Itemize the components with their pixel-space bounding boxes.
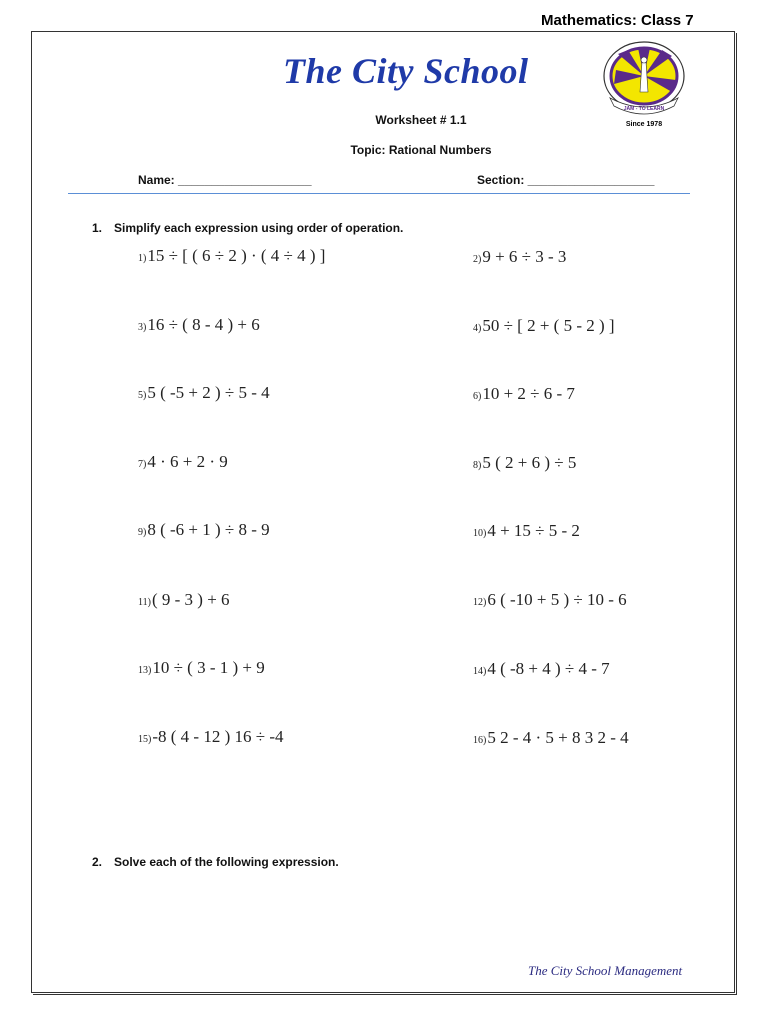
logo-since-text: Since 1978 — [625, 121, 663, 128]
section-field[interactable]: Section: ___________________ — [477, 173, 655, 187]
problem-number: 11) — [138, 597, 151, 608]
problem-number: 1) — [138, 253, 147, 264]
problem-8 — [473, 453, 576, 473]
problem-expression: 4 ( -8 + 4 ) ÷ 4 - 7 — [487, 659, 610, 678]
problem-16 — [473, 728, 629, 748]
problem-number: 4) — [473, 323, 482, 334]
footer-signature: The City School Management — [528, 963, 683, 978]
problem-expression: 50 ÷ [ 2 + ( 5 - 2 ) ] — [482, 316, 615, 335]
problem-number: 8) — [473, 460, 482, 471]
worksheet-topic: Topic: Rational Numbers — [350, 143, 492, 157]
problem-expression: 6 ( -10 + 5 ) ÷ 10 - 6 — [487, 590, 627, 609]
problem-expression: -8 ( 4 - 12 ) 16 ÷ -4 — [152, 727, 284, 746]
question-text: Solve each of the following expression. — [114, 855, 339, 869]
problem-2 — [473, 247, 566, 267]
problem-number: 15) — [138, 734, 152, 745]
problem-number: 13) — [138, 665, 152, 676]
problem-expression: 10 ÷ ( 3 - 1 ) + 9 — [152, 658, 265, 677]
problem-number: 14) — [473, 666, 487, 677]
header-divider — [68, 193, 690, 194]
logo-ribbon-text: JAM - TO LEARN — [623, 106, 665, 112]
problem-14 — [473, 659, 610, 679]
problem-6 — [473, 384, 575, 404]
worksheet-number: Worksheet # 1.1 — [375, 113, 467, 127]
problem-1 — [138, 246, 325, 266]
problem-expression: 5 2 - 4 · 5 + 8 3 2 - 4 — [487, 728, 629, 747]
problem-number: 10) — [473, 528, 487, 539]
problem-7 — [138, 452, 228, 472]
question-2-heading — [92, 855, 339, 869]
problem-12 — [473, 590, 627, 610]
question-number: 2. — [92, 855, 103, 869]
problem-number: 2) — [473, 254, 482, 265]
problem-5 — [138, 383, 270, 403]
problem-expression: 5 ( -5 + 2 ) ÷ 5 - 4 — [147, 383, 270, 402]
problem-expression: 4 · 6 + 2 · 9 — [147, 452, 228, 471]
problem-expression: 8 ( -6 + 1 ) ÷ 8 - 9 — [147, 520, 270, 539]
question-1-heading — [92, 221, 403, 235]
question-text: Simplify each expression using order of operation. — [114, 221, 404, 235]
problem-3 — [138, 315, 260, 335]
problem-expression: 16 ÷ ( 8 - 4 ) + 6 — [147, 315, 260, 334]
problem-expression: 5 ( 2 + 6 ) ÷ 5 — [482, 453, 577, 472]
question-number: 1. — [92, 221, 103, 235]
problem-11 — [138, 590, 230, 610]
problem-expression: 15 ÷ [ ( 6 ÷ 2 ) · ( 4 ÷ 4 ) ] — [147, 246, 326, 265]
problem-number: 7) — [138, 459, 147, 470]
problem-expression: 10 + 2 ÷ 6 - 7 — [482, 384, 575, 403]
problem-15 — [138, 727, 283, 747]
problem-expression: ( 9 - 3 ) + 6 — [151, 590, 230, 609]
problem-9 — [138, 520, 270, 540]
subject-class-label: Mathematics: Class 7 — [541, 12, 694, 29]
problem-number: 5) — [138, 390, 147, 401]
problem-13 — [138, 658, 265, 678]
problem-number: 3) — [138, 322, 147, 333]
name-field[interactable]: Name: ____________________ — [138, 173, 312, 187]
problem-number: 12) — [473, 597, 487, 608]
problem-4 — [473, 316, 615, 336]
problem-10 — [473, 521, 580, 541]
problem-expression: 9 + 6 ÷ 3 - 3 — [482, 247, 567, 266]
problem-number: 16) — [473, 735, 487, 746]
school-name: The City School — [283, 51, 529, 91]
problem-number: 6) — [473, 391, 482, 402]
problem-number: 9) — [138, 527, 147, 538]
problem-expression: 4 + 15 ÷ 5 - 2 — [487, 521, 580, 540]
